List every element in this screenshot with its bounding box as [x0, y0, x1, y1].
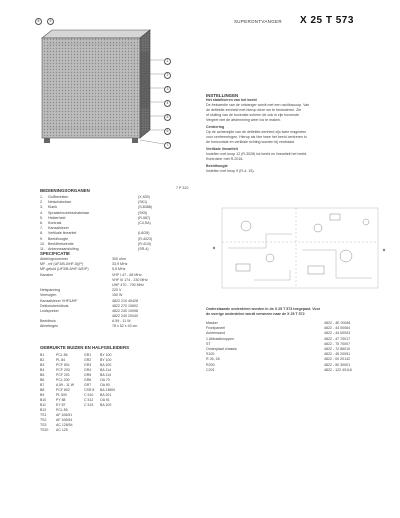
control-ref: (L8/28) [138, 231, 150, 236]
instructions-paragraph-4 [206, 169, 391, 174]
tube-cell: B5 [40, 373, 45, 377]
circuit-diagram [206, 198, 391, 296]
spec-label: Kanaalkiezer VHF/UHF [40, 298, 78, 303]
callout-7: 7 [164, 142, 171, 149]
changed-part-label: R200 [206, 362, 215, 367]
control-ref: (R-4023) [138, 236, 153, 241]
tube-cell: AC 125 [56, 428, 68, 432]
intro-line: Onderstaande onderdelen worden in de X 25 T 573 toegepast. Voor [206, 307, 321, 311]
control-ref: (C4,SA) [138, 220, 151, 225]
tube-cell: TS20 [40, 428, 49, 432]
specs-section [40, 251, 180, 330]
spec-value: 150 W [112, 293, 123, 298]
control-label: Golfbereiken [48, 195, 69, 199]
tube-cell: B4 [40, 368, 45, 372]
tube-cell: GR2 [84, 358, 92, 362]
spec-value: 4822 270 10602 [112, 303, 138, 308]
tube-cell: B9 [40, 393, 45, 397]
callout-4: 4 [164, 100, 171, 107]
spec-value: 300 ohm [112, 257, 126, 261]
spec-value: A 59 - 11 W [112, 319, 131, 324]
spec-value: 5,5 MHz [112, 267, 126, 272]
tube-cell: BA 13800 [100, 388, 116, 392]
tube-cell [84, 428, 98, 433]
changed-part-code: 4822 - 122 40116 [324, 367, 352, 372]
tubes-table [40, 353, 180, 433]
controls-list [40, 195, 170, 252]
spec-label: Luidspreker [40, 308, 59, 313]
tube-cell: PCL 85 [56, 408, 68, 412]
control-number: 2. [40, 200, 43, 205]
instruction-line: Instellen met knop 9 (R-4- 15). [206, 169, 255, 173]
spec-value: UHF 470 - 790 MHz [112, 282, 144, 287]
callout-5: 5 [164, 114, 171, 121]
tube-cell: PCF 200 [56, 368, 70, 372]
tube-cell: AC 126/54 [56, 423, 73, 427]
instruction-line: de deflektie-eenheid met hierop deze om te bestuderen. Zie [206, 108, 302, 112]
spec-label: Deklonsbeeldbuis [40, 303, 69, 308]
tube-cell: C 510 [84, 393, 94, 397]
control-number: 5. [40, 215, 43, 220]
control-number: 4. [40, 210, 43, 215]
changed-part-code: 4822 - 44 00003 [324, 331, 351, 336]
circuit-drawing [206, 198, 391, 296]
control-ref: (R-4/10) [138, 241, 152, 246]
callout-2: 2 [164, 72, 171, 79]
tube-cell: C 513 [84, 403, 94, 407]
instruction-line: Op de achterzijde van de deflektie-eenheid zijn twee magneten [206, 130, 307, 134]
spec-value: 33,9 MHz [112, 262, 128, 267]
tube-cell: B7 [40, 383, 45, 387]
tv-illustration [28, 20, 178, 170]
callout-1: 1 [164, 58, 171, 65]
tube-cell: BA 201 [100, 393, 112, 397]
instruction-line: de horizontale en vertikale richting worden bij verdraaid. [206, 140, 295, 144]
tubes-title: GEBRUIKTE BUIZEN EN HALFGELEIDERS [40, 345, 130, 350]
tube-cell: PCL 200 [56, 378, 70, 382]
instructions-title: INSTELLINGEN [206, 93, 239, 98]
spec-row [40, 324, 180, 329]
changed-part-code: 4822 - 44 00064 [324, 326, 351, 331]
tube-cell: TS2 [40, 418, 47, 422]
control-label: Kontrast [48, 220, 62, 225]
control-label: Netschakelaar [48, 200, 71, 205]
tube-cell: OA 91 [100, 398, 110, 402]
control-ref: (SK1) [138, 200, 148, 205]
instruction-line: Kontroleer met R-2016. [206, 157, 244, 161]
changed-part-label: Achterwand [206, 331, 225, 336]
instructions-paragraph-1 [206, 103, 391, 123]
callout-3: 3 [164, 86, 171, 93]
tube-cell: OA 90 [100, 383, 110, 387]
control-label: Helderheid [48, 215, 66, 220]
callout-leader-lines [28, 20, 178, 170]
changed-part-row [206, 368, 391, 373]
changed-part-code: 4822 - 75 70007 [324, 341, 351, 346]
tube-cell: PY 88 [56, 398, 66, 402]
instructions-subheading-4: Beeldhoogte [206, 164, 228, 168]
tube-cell: GR6 [84, 378, 92, 382]
tube-cell [100, 428, 126, 433]
control-number: 6. [40, 220, 43, 225]
tube-cell: AF 106/54 [56, 418, 73, 422]
changed-part-code: 4822 - 45 20051 [324, 352, 351, 357]
control-label: Antenneaansluiting [48, 246, 79, 251]
changed-parts-section [206, 307, 391, 373]
control-label: Spraak/muziekschakelaar [48, 210, 90, 215]
instruction-line: De frekwentie van de ontvanger wordt met een oscilloscoop. Van [206, 103, 310, 107]
spec-value: VHF III 174 - 230 MHz [112, 277, 148, 282]
tube-cell: OA 70 [100, 378, 110, 382]
control-label: Kanaalkiezer [48, 226, 69, 231]
tube-cell: B1 [40, 353, 45, 357]
control-number: 10. [40, 241, 45, 246]
tube-cell: GR1 [84, 353, 92, 357]
tube-cell: B12 [40, 408, 47, 412]
control-number: 9. [40, 236, 43, 241]
instruction-line: Instellen met knop 12 (R-3028) tot beeld en lineariteit het beeld. [206, 152, 308, 156]
controls-section [40, 188, 170, 252]
callout-9: 9 [47, 18, 54, 25]
changed-part-code: 4822 - 4E 00081 [324, 321, 351, 325]
tube-cell: A 59 - 11 W [56, 383, 75, 387]
instruction-line: Vergeet niet de afstemming weer los te maken. [206, 118, 281, 122]
specs-title: SPECIFICATIE [40, 251, 70, 256]
tube-cell: BA 100 [100, 403, 112, 407]
instructions-paragraph-2 [206, 130, 391, 145]
control-number: 7. [40, 226, 43, 231]
tube-cell: PL 84 [56, 358, 66, 362]
controls-title: BEDIENINGSORGANEN [40, 188, 90, 193]
instruction-line: voor centreerringen. Hierop als hier twee het beeld centreren in [206, 135, 307, 139]
changed-part-code: 4822 - 72 86010 [324, 346, 351, 351]
changed-part-code: 4822 - 47 70017 [324, 336, 351, 341]
callout-6: 6 [164, 128, 171, 135]
tube-cell: BA 114 [100, 373, 112, 377]
changed-part-label: Frontpaneel [206, 326, 226, 331]
tube-cell: TS3 [40, 423, 47, 427]
instruction-line: of sluiting van de bovenste scherm de ook in zijn bovenste. [206, 113, 300, 117]
changed-part-label: R 26, 28 [206, 357, 220, 362]
control-ref: (SK5) [138, 210, 148, 215]
instructions-section [206, 93, 391, 174]
spec-label: Netspanning [40, 288, 61, 293]
spec-value: 4822 240 20040 [112, 314, 138, 319]
control-ref: (SR-4) [138, 246, 149, 251]
changed-part-label: Masker [206, 321, 218, 325]
control-label: Vertikale linearitet [48, 231, 77, 236]
spec-value: 78 x 52 x 43 cm [112, 324, 138, 329]
tube-cell: CSR 8 [84, 388, 95, 392]
control-label: Beeldfrekwentie [48, 241, 74, 246]
tube-cell: BA 100 [100, 363, 112, 367]
changed-part-label: ST [206, 341, 211, 346]
tube-cell: PCF 802 [56, 388, 70, 392]
spec-label: MF-geluid (UF3/B-5/HF-5/E/P) [40, 267, 89, 272]
changed-part-label: 1 Afdraaiknoppen [206, 336, 234, 341]
control-ref: (X 839) [138, 195, 150, 199]
instructions-paragraph-3 [206, 152, 391, 162]
tube-cell: PCF 201 [56, 373, 70, 377]
spec-label: Afmetingen [40, 324, 59, 329]
changed-part-code: 4822 - 50 30001 [324, 362, 351, 367]
tube-cell: TS1 [40, 413, 47, 417]
tube-cell: B2 [40, 358, 45, 362]
control-number: 1. [40, 195, 43, 199]
spec-label: Beeldbuis [40, 319, 56, 324]
figure-code: 7 P 310 [176, 186, 189, 190]
tube-cell: B10 [40, 398, 47, 402]
control-ref: (R-587) [138, 215, 151, 220]
control-number: 8. [40, 231, 43, 236]
instructions-subheading-3: Vertikale lineariteit [206, 147, 238, 151]
spec-value: 4822 210 40428 [112, 298, 138, 303]
instructions-subheading-2: Centrering [206, 125, 225, 129]
tube-cell: BA 114 [100, 368, 112, 372]
tube-cell: C 512 [84, 398, 94, 402]
control-label: Beeldhoogte [48, 236, 69, 241]
control-number: 11. [40, 246, 45, 251]
tube-cell: GR3 [84, 363, 92, 367]
spec-label: Kanalen [40, 272, 54, 277]
tube-cell: B8 [40, 388, 45, 392]
tube-cell: AF 106/51 [56, 413, 73, 417]
spec-label: MF - mf (UF3/B-5/HF-5)(P) [40, 262, 83, 267]
spec-label: Vermogen [40, 293, 57, 298]
spec-label: Afdelingsnummer [40, 257, 68, 261]
tube-cell: GR4 [84, 368, 92, 372]
changed-part-label: Onderplaat chassis [206, 346, 237, 351]
spec-value: VHF I 47 - 68 MHz [112, 272, 142, 277]
spec-value: 220 V [112, 288, 122, 293]
tube-cell: B6 [40, 378, 45, 382]
tube-cell: BY 100 [100, 358, 112, 362]
tube-cell: B3 [40, 363, 45, 367]
changed-part-label: C201 [206, 367, 215, 372]
intro-line: de overige onderdelen wordt verwezen naar de X 25 T 572 [206, 312, 305, 316]
instructions-subheading-1: Het stabiliseren van het beeld [206, 98, 257, 102]
specs-list [40, 257, 180, 330]
spec-value: 4822 240 10098 [112, 308, 138, 313]
model-number: X 25 T 573 [300, 15, 354, 26]
control-number: 3. [40, 205, 43, 210]
tube-cell: GR5 [84, 373, 92, 377]
tube-cell: EY 87 [56, 403, 66, 407]
document-subtitle: SUPERONTVANGER [234, 19, 282, 24]
changed-parts-list [206, 321, 391, 373]
control-label: Klank [48, 205, 57, 210]
control-ref: (S-8388) [138, 205, 152, 210]
changed-part-code: 4822 - 00 20142 [324, 357, 351, 362]
changed-part-label: S100 [206, 352, 215, 357]
tube-cell: PCL 86 [56, 353, 68, 357]
tube-cell: PL 500 [56, 393, 67, 397]
callout-8: 8 [35, 18, 42, 25]
tube-cell: BY 100 [100, 353, 112, 357]
tube-cell: GR7 [84, 383, 92, 387]
tube-cell: PCF 801 [56, 363, 70, 367]
changed-parts-intro [206, 307, 391, 317]
tubes-section [40, 345, 180, 433]
tube-cell: B11 [40, 403, 46, 407]
